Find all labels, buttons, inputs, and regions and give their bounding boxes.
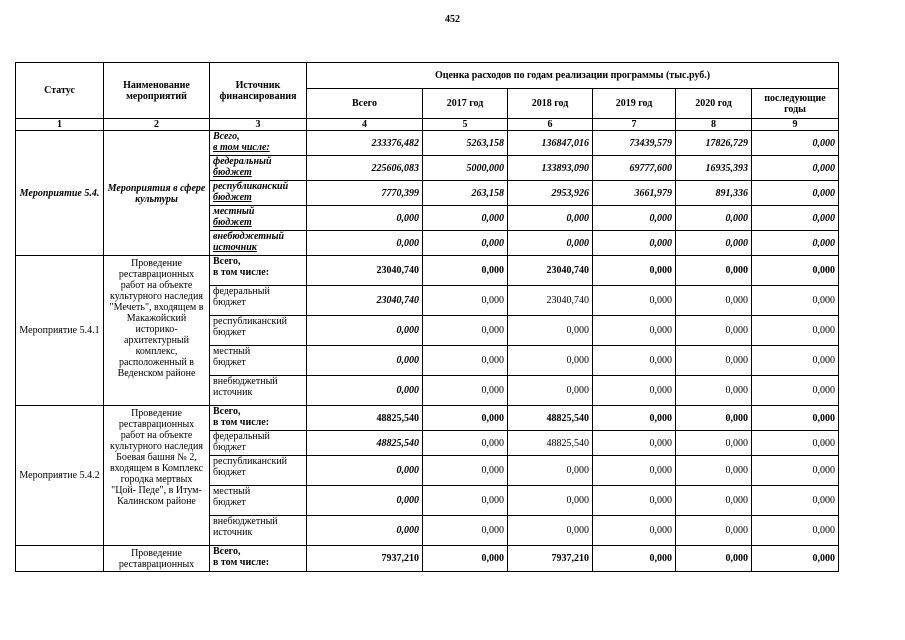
source-line: бюджет bbox=[213, 192, 252, 203]
index-cell: 9 bbox=[752, 119, 839, 131]
value-cell: 0,000 bbox=[508, 376, 593, 406]
index-cell: 4 bbox=[307, 119, 423, 131]
value-cell: 0,000 bbox=[423, 206, 508, 231]
source-cell bbox=[210, 286, 307, 316]
value-cell: 0,000 bbox=[593, 256, 676, 286]
source-line: бюджет bbox=[213, 357, 246, 368]
source-line: местный bbox=[213, 486, 251, 497]
source-line: в том числе: bbox=[213, 417, 270, 428]
value-cell: 0,000 bbox=[676, 231, 752, 256]
value-cell: 0,000 bbox=[752, 431, 839, 456]
value-cell: 0,000 bbox=[593, 346, 676, 376]
source-cell bbox=[210, 456, 307, 486]
source-line: в том числе: bbox=[213, 142, 270, 153]
source-line: источник bbox=[213, 387, 253, 398]
value-cell: 0,000 bbox=[423, 456, 508, 486]
value-cell: 17826,729 bbox=[676, 131, 752, 156]
value-cell: 23040,740 bbox=[307, 256, 423, 286]
value-cell: 0,000 bbox=[752, 181, 839, 206]
source-cell bbox=[210, 431, 307, 456]
value-cell: 0,000 bbox=[752, 156, 839, 181]
value-cell: 5263,158 bbox=[423, 131, 508, 156]
index-cell: 6 bbox=[508, 119, 593, 131]
source-line: источник bbox=[213, 527, 253, 538]
source-line: бюджет bbox=[213, 497, 246, 508]
value-cell: 0,000 bbox=[508, 486, 593, 516]
table-row bbox=[16, 406, 839, 431]
index-row bbox=[16, 119, 839, 131]
source-cell bbox=[210, 516, 307, 546]
value-cell: 0,000 bbox=[593, 486, 676, 516]
value-cell: 0,000 bbox=[676, 406, 752, 431]
name-cell: Проведение реставрационных работ на объекте культурного наследия Боевая башня № 2, входящем в Комплекс городка мертвых "Цой- Педе", в Итум-Калинском районе bbox=[104, 406, 210, 546]
table-body bbox=[16, 131, 839, 572]
source-cell bbox=[210, 206, 307, 231]
table-row bbox=[16, 256, 839, 286]
source-line: бюджет bbox=[213, 297, 246, 308]
source-line: бюджет bbox=[213, 467, 246, 478]
value-cell: 0,000 bbox=[508, 456, 593, 486]
value-cell: 0,000 bbox=[423, 346, 508, 376]
source-cell bbox=[210, 231, 307, 256]
value-cell: 48825,540 bbox=[508, 406, 593, 431]
value-cell: 23040,740 bbox=[307, 286, 423, 316]
header-col: последующие годы bbox=[752, 89, 839, 119]
value-cell: 3661,979 bbox=[593, 181, 676, 206]
source-line: Всего, bbox=[213, 131, 240, 142]
value-cell: 0,000 bbox=[593, 456, 676, 486]
value-cell: 0,000 bbox=[508, 231, 593, 256]
value-cell: 5000,000 bbox=[423, 156, 508, 181]
index-cell: 1 bbox=[16, 119, 104, 131]
value-cell: 0,000 bbox=[307, 316, 423, 346]
value-cell: 0,000 bbox=[676, 346, 752, 376]
value-cell: 0,000 bbox=[676, 256, 752, 286]
value-cell: 233376,482 bbox=[307, 131, 423, 156]
value-cell: 891,336 bbox=[676, 181, 752, 206]
value-cell: 0,000 bbox=[423, 231, 508, 256]
status-cell bbox=[16, 546, 104, 572]
value-cell: 0,000 bbox=[593, 286, 676, 316]
header-status: Статус bbox=[16, 63, 104, 119]
index-cell: 7 bbox=[593, 119, 676, 131]
source-line: Всего, bbox=[213, 406, 241, 417]
value-cell: 0,000 bbox=[593, 231, 676, 256]
source-cell bbox=[210, 376, 307, 406]
value-cell: 0,000 bbox=[752, 486, 839, 516]
value-cell: 0,000 bbox=[423, 516, 508, 546]
value-cell: 0,000 bbox=[752, 286, 839, 316]
name-cell: Проведение реставрационных bbox=[104, 546, 210, 572]
source-line: Всего, bbox=[213, 256, 241, 267]
value-cell: 0,000 bbox=[307, 346, 423, 376]
source-line: бюджет bbox=[213, 217, 252, 228]
value-cell: 136847,016 bbox=[508, 131, 593, 156]
value-cell: 0,000 bbox=[752, 231, 839, 256]
value-cell: 0,000 bbox=[752, 206, 839, 231]
value-cell: 0,000 bbox=[508, 516, 593, 546]
value-cell: 0,000 bbox=[593, 431, 676, 456]
value-cell: 0,000 bbox=[676, 316, 752, 346]
value-cell: 0,000 bbox=[423, 376, 508, 406]
value-cell: 0,000 bbox=[752, 406, 839, 431]
source-cell bbox=[210, 156, 307, 181]
value-cell: 0,000 bbox=[508, 206, 593, 231]
value-cell: 73439,579 bbox=[593, 131, 676, 156]
header-source: Источник финансирования bbox=[210, 63, 307, 119]
source-cell bbox=[210, 406, 307, 431]
value-cell: 0,000 bbox=[593, 206, 676, 231]
header-name: Наименование мероприятий bbox=[104, 63, 210, 119]
source-line: Всего, bbox=[213, 546, 241, 557]
value-cell: 0,000 bbox=[423, 546, 508, 572]
value-cell: 0,000 bbox=[752, 376, 839, 406]
source-line: внебюджетный bbox=[213, 231, 285, 242]
value-cell: 0,000 bbox=[307, 206, 423, 231]
value-cell: 48825,540 bbox=[307, 406, 423, 431]
value-cell: 0,000 bbox=[423, 316, 508, 346]
value-cell: 0,000 bbox=[752, 316, 839, 346]
value-cell: 0,000 bbox=[508, 346, 593, 376]
value-cell: 48825,540 bbox=[307, 431, 423, 456]
source-line: в том числе: bbox=[213, 267, 270, 278]
value-cell: 0,000 bbox=[752, 456, 839, 486]
header-col: 2017 год bbox=[423, 89, 508, 119]
source-cell bbox=[210, 316, 307, 346]
value-cell: 0,000 bbox=[676, 456, 752, 486]
index-cell: 3 bbox=[210, 119, 307, 131]
source-line: бюджет bbox=[213, 167, 252, 178]
source-line: в том числе: bbox=[213, 557, 270, 568]
header-estimate: Оценка расходов по годам реализации программы (тыс.руб.) bbox=[307, 63, 839, 89]
value-cell: 48825,540 bbox=[508, 431, 593, 456]
value-cell: 225606,083 bbox=[307, 156, 423, 181]
value-cell: 7937,210 bbox=[307, 546, 423, 572]
value-cell: 0,000 bbox=[307, 231, 423, 256]
source-cell bbox=[210, 181, 307, 206]
value-cell: 263,158 bbox=[423, 181, 508, 206]
source-line: бюджет bbox=[213, 442, 246, 453]
source-line: республиканский bbox=[213, 456, 288, 467]
value-cell: 0,000 bbox=[423, 286, 508, 316]
value-cell: 7937,210 bbox=[508, 546, 593, 572]
name-cell: Мероприятия в сфере культуры bbox=[104, 131, 210, 256]
value-cell: 0,000 bbox=[307, 486, 423, 516]
value-cell: 0,000 bbox=[752, 131, 839, 156]
value-cell: 0,000 bbox=[676, 206, 752, 231]
value-cell: 0,000 bbox=[676, 546, 752, 572]
value-cell: 0,000 bbox=[423, 431, 508, 456]
source-cell bbox=[210, 346, 307, 376]
source-line: республиканский bbox=[213, 316, 288, 327]
index-cell: 2 bbox=[104, 119, 210, 131]
source-line: федеральный bbox=[213, 431, 270, 442]
table-row bbox=[16, 131, 839, 156]
source-line: бюджет bbox=[213, 327, 246, 338]
source-line: федеральный bbox=[213, 156, 272, 167]
index-cell: 8 bbox=[676, 119, 752, 131]
value-cell: 0,000 bbox=[307, 376, 423, 406]
value-cell: 16935,393 bbox=[676, 156, 752, 181]
status-cell: Мероприятие 5.4.1 bbox=[16, 256, 104, 406]
value-cell: 0,000 bbox=[752, 346, 839, 376]
value-cell: 69777,600 bbox=[593, 156, 676, 181]
value-cell: 23040,740 bbox=[508, 286, 593, 316]
value-cell: 0,000 bbox=[752, 546, 839, 572]
source-cell bbox=[210, 256, 307, 286]
value-cell: 133893,090 bbox=[508, 156, 593, 181]
page-number: 452 bbox=[445, 14, 460, 25]
header-col: Всего bbox=[307, 89, 423, 119]
status-cell: Мероприятие 5.4.2 bbox=[16, 406, 104, 546]
value-cell: 0,000 bbox=[423, 256, 508, 286]
value-cell: 0,000 bbox=[676, 431, 752, 456]
value-cell: 0,000 bbox=[676, 486, 752, 516]
table-row bbox=[16, 546, 839, 572]
source-line: внебюджетный bbox=[213, 516, 278, 527]
value-cell: 0,000 bbox=[593, 516, 676, 546]
expenditure-table bbox=[15, 62, 839, 572]
source-line: местный bbox=[213, 206, 255, 217]
value-cell: 0,000 bbox=[593, 406, 676, 431]
header-col: 2018 год bbox=[508, 89, 593, 119]
value-cell: 0,000 bbox=[593, 316, 676, 346]
header-col: 2019 год bbox=[593, 89, 676, 119]
value-cell: 2953,926 bbox=[508, 181, 593, 206]
status-cell: Мероприятие 5.4. bbox=[16, 131, 104, 256]
value-cell: 0,000 bbox=[307, 516, 423, 546]
source-cell bbox=[210, 131, 307, 156]
value-cell: 7770,399 bbox=[307, 181, 423, 206]
source-line: внебюджетный bbox=[213, 376, 278, 387]
header-col: 2020 год bbox=[676, 89, 752, 119]
value-cell: 0,000 bbox=[307, 456, 423, 486]
value-cell: 0,000 bbox=[676, 376, 752, 406]
value-cell: 0,000 bbox=[676, 286, 752, 316]
value-cell: 0,000 bbox=[593, 376, 676, 406]
value-cell: 0,000 bbox=[423, 406, 508, 431]
index-cell: 5 bbox=[423, 119, 508, 131]
value-cell: 0,000 bbox=[752, 256, 839, 286]
value-cell: 23040,740 bbox=[508, 256, 593, 286]
source-line: республиканский bbox=[213, 181, 289, 192]
source-cell bbox=[210, 546, 307, 572]
value-cell: 0,000 bbox=[676, 516, 752, 546]
name-cell: Проведение реставрационных работ на объекте культурного наследия "Мечеть", входящем в Макажойский историко-архитектурный комплекс, расположенный в Веденском районе bbox=[104, 256, 210, 406]
source-cell bbox=[210, 486, 307, 516]
value-cell: 0,000 bbox=[423, 486, 508, 516]
value-cell: 0,000 bbox=[593, 546, 676, 572]
value-cell: 0,000 bbox=[752, 516, 839, 546]
source-line: местный bbox=[213, 346, 251, 357]
source-line: источник bbox=[213, 242, 257, 253]
value-cell: 0,000 bbox=[508, 316, 593, 346]
source-line: федеральный bbox=[213, 286, 270, 297]
